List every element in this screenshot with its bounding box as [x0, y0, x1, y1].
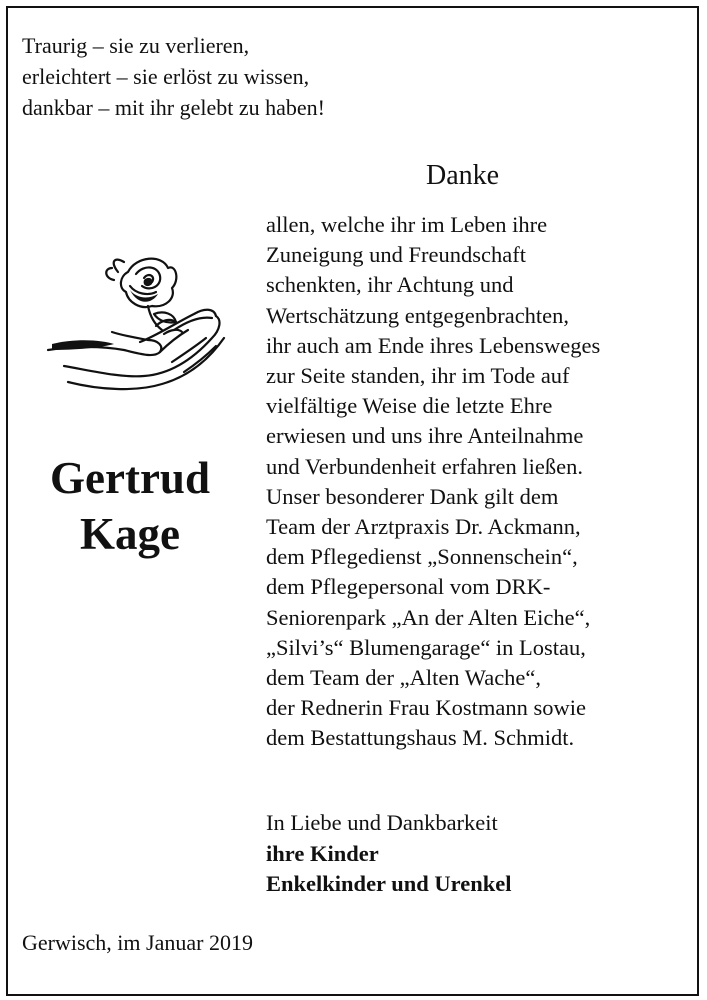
- text-line: Wertschätzung entgegenbrachten,: [266, 302, 570, 328]
- closing-signature: [266, 808, 512, 900]
- verse: [22, 30, 325, 123]
- signatory-grandchildren: Enkelkinder und Urenkel: [266, 871, 512, 897]
- text-line: ihr auch am Ende ihres Lebensweges: [266, 332, 601, 358]
- place-date: Gerwisch, im Januar 2019: [22, 930, 253, 955]
- rose-in-hands-icon: [44, 250, 228, 398]
- text-line: dem Team der „Alten Wache“,: [266, 665, 542, 691]
- text-line: „Silvi’s“ Blumengarage“ in Lostau,: [266, 634, 586, 660]
- first-name: Gertrud: [50, 453, 210, 503]
- text-line: dem Pflegepersonal vom DRK-: [266, 574, 551, 600]
- heading-danke: Danke: [426, 160, 500, 191]
- text-line: Seniorenpark „An der Alten Eiche“,: [266, 604, 591, 630]
- verse-line: erleichtert – sie erlöst zu wissen,: [22, 64, 310, 89]
- last-name: Kage: [80, 509, 180, 559]
- text-line: und Verbundenheit erfahren ließen.: [266, 453, 583, 479]
- text-line: Zuneigung und Freundschaft: [266, 242, 526, 268]
- text-line: schenkten, ihr Achtung und: [266, 272, 514, 298]
- closing-phrase: In Liebe und Dankbarkeit: [266, 810, 498, 835]
- text-line: vielfältige Weise die letzte Ehre: [266, 393, 553, 419]
- signatory-children: ihre Kinder: [266, 840, 379, 866]
- text-line: Unser besonderer Dank gilt dem: [266, 483, 559, 509]
- verse-line: Traurig – sie zu verlieren,: [22, 33, 250, 58]
- deceased-name: [20, 450, 240, 562]
- text-line: Team der Arztpraxis Dr. Ackmann,: [266, 514, 581, 540]
- text-line: zur Seite standen, ihr im Tode auf: [266, 363, 570, 389]
- text-line: dem Pflegedienst „Sonnenschein“,: [266, 544, 578, 570]
- text-line: erwiesen und uns ihre Anteilnahme: [266, 423, 584, 449]
- thanks-text: [266, 210, 600, 754]
- text-line: der Rednerin Frau Kostmann sowie: [266, 695, 586, 721]
- text-line: dem Bestattungshaus M. Schmidt.: [266, 725, 575, 751]
- verse-line: dankbar – mit ihr gelebt zu haben!: [22, 95, 326, 120]
- text-line: allen, welche ihr im Leben ihre: [266, 212, 548, 237]
